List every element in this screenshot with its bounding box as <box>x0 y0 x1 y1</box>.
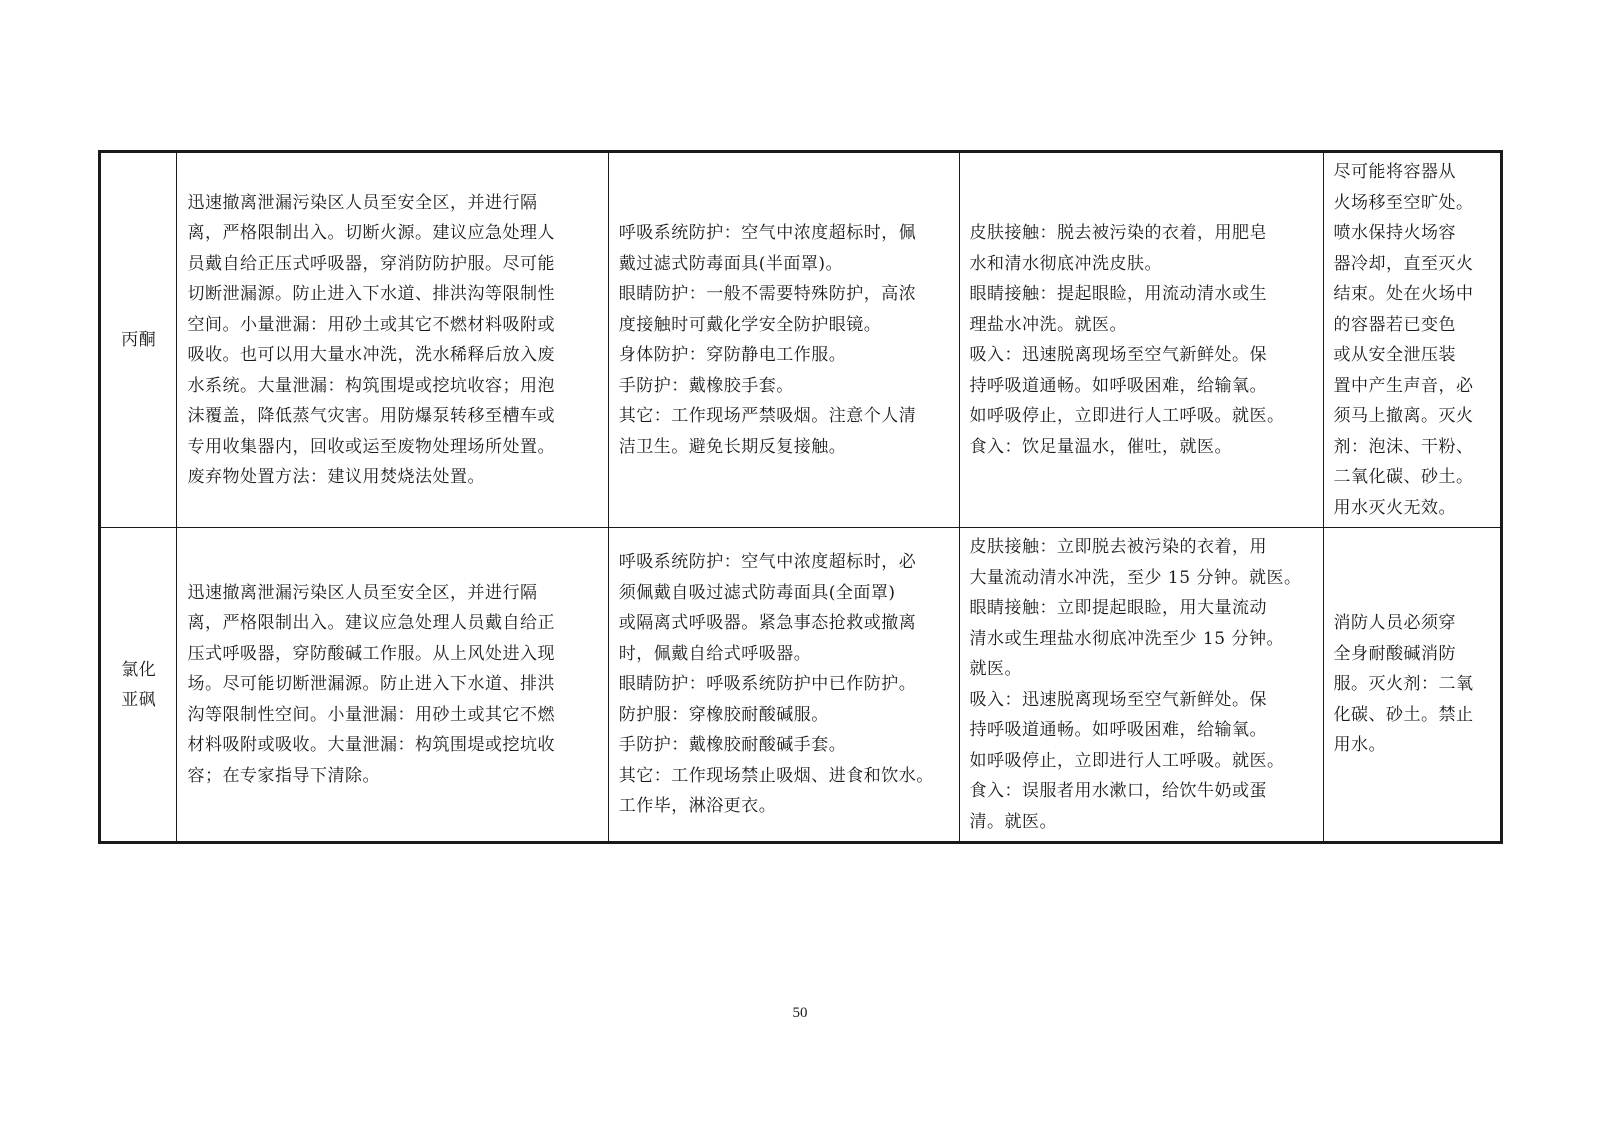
text-line: 须佩戴自吸过滤式防毒面具(全面罩) <box>618 582 896 603</box>
first-aid-cell <box>959 528 1323 843</box>
text-line: 眼睛防护：呼吸系统防护中已作防护。 <box>618 674 917 695</box>
text-line: 时，佩戴自给式呼吸器。 <box>618 643 812 664</box>
text-line: 大量流动清水冲洗，至少 15 分钟。就医。 <box>969 567 1302 588</box>
text-line: 手防护：戴橡胶手套。 <box>618 375 794 396</box>
chemical-name-cell <box>100 152 177 528</box>
text-line: 火场移至空旷处。 <box>1333 192 1474 213</box>
text-line: 吸收。也可以用大量水冲洗，洗水稀释后放入废 <box>187 345 555 365</box>
text-line: 空间。小量泄漏：用砂土或其它不燃材料吸附或 <box>187 314 555 335</box>
text-line: 戴过滤式防毒面具(半面罩)。 <box>618 253 844 274</box>
text-line: 尽可能将容器从 <box>1333 162 1457 182</box>
first-aid-cell <box>959 152 1323 528</box>
table-row <box>100 528 1502 843</box>
protection-cell <box>608 152 959 528</box>
text-line: 呼吸系统防护：空气中浓度超标时，必 <box>618 552 917 573</box>
text-line: 结束。处在火场中 <box>1333 284 1474 304</box>
text-line: 食入：误服者用水漱口，给饮牛奶或蛋 <box>969 781 1268 801</box>
text-line: 员戴自给正压式呼吸器，穿消防防护服。尽可能 <box>187 253 555 274</box>
text-line: 用水灭火无效。 <box>1333 497 1457 518</box>
text-line: 须马上撤离。灭火 <box>1333 406 1474 426</box>
text-line: 手防护：戴橡胶耐酸碱手套。 <box>618 735 847 756</box>
text-line: 沟等限制性空间。小量泄漏：用砂土或其它不燃 <box>187 704 555 725</box>
text-line: 迅速撤离泄漏污染区人员至安全区，并进行隔 <box>187 582 538 603</box>
chemical-name-line: 氯化 <box>121 659 157 680</box>
fire-fighting-cell <box>1323 152 1501 528</box>
text-line: 身体防护：穿防静电工作服。 <box>618 345 847 365</box>
text-line: 材料吸附或吸收。大量泄漏：构筑围堤或挖坑收 <box>187 735 555 756</box>
chemical-name-cell <box>100 528 177 843</box>
text-line: 理盐水冲洗。就医。 <box>969 314 1128 335</box>
text-line: 服。灭火剂：二氧 <box>1333 674 1474 695</box>
text-line: 工作毕，淋浴更衣。 <box>618 796 777 817</box>
text-line: 二氧化碳、砂土。 <box>1333 467 1474 487</box>
text-line: 器冷却，直至灭火 <box>1333 253 1474 274</box>
text-line: 眼睛接触：提起眼睑，用流动清水或生 <box>969 284 1268 304</box>
text-line: 持呼吸道通畅。如呼吸困难，给输氧。 <box>969 720 1268 740</box>
text-line: 或从安全泄压装 <box>1333 345 1457 365</box>
text-line: 用水。 <box>1333 735 1387 756</box>
text-line: 容；在专家指导下清除。 <box>187 765 380 786</box>
text-line: 场。尽可能切断泄漏源。防止进入下水道、排洪 <box>187 674 555 695</box>
text-line: 呼吸系统防护：空气中浓度超标时，佩 <box>618 223 917 243</box>
text-line: 水和清水彻底冲洗皮肤。 <box>969 253 1163 274</box>
text-line: 切断泄漏源。防止进入下水道、排洪沟等限制性 <box>187 284 555 304</box>
leak-response-cell <box>177 152 608 528</box>
table-row <box>100 152 1502 528</box>
text-line: 皮肤接触：脱去被污染的衣着，用肥皂 <box>969 223 1268 243</box>
fire-fighting-cell <box>1323 528 1501 843</box>
text-line: 防护服：穿橡胶耐酸碱服。 <box>618 704 829 725</box>
text-line: 吸入：迅速脱离现场至空气新鲜处。保 <box>969 689 1268 710</box>
text-line: 消防人员必须穿 <box>1333 613 1457 634</box>
text-line: 其它：工作现场禁止吸烟、进食和饮水。 <box>618 765 934 786</box>
text-line: 其它：工作现场严禁吸烟。注意个人清 <box>618 406 917 426</box>
text-line: 清。就医。 <box>969 811 1058 832</box>
chemical-name-line: 亚砜 <box>121 689 157 710</box>
text-line: 喷水保持火场容 <box>1333 223 1457 243</box>
text-line: 剂：泡沫、干粉、 <box>1333 436 1474 457</box>
chemical-name-line: 丙酮 <box>121 330 157 350</box>
text-line: 洁卫生。避免长期反复接触。 <box>618 436 847 457</box>
text-line: 皮肤接触：立即脱去被污染的衣着，用 <box>969 537 1268 557</box>
text-line: 全身耐酸碱消防 <box>1333 643 1457 664</box>
text-line: 持呼吸道通畅。如呼吸困难，给输氧。 <box>969 375 1268 396</box>
text-line: 如呼吸停止，立即进行人工呼吸。就医。 <box>969 406 1285 426</box>
text-line: 废弃物处置方法：建议用焚烧法处置。 <box>187 467 485 487</box>
text-line: 的容器若已变色 <box>1333 314 1457 335</box>
text-line: 眼睛接触：立即提起眼睑，用大量流动 <box>969 598 1268 618</box>
text-line: 离，严格限制出入。切断火源。建议应急处理人 <box>187 223 555 243</box>
text-line: 水系统。大量泄漏：构筑围堤或挖坑收容；用泡 <box>187 375 555 396</box>
text-line: 清水或生理盐水彻底冲洗至少 15 分钟。 <box>969 628 1284 649</box>
text-line: 或隔离式呼吸器。紧急事态抢救或撤离 <box>618 613 917 634</box>
chemical-emergency-table <box>98 150 1503 844</box>
text-line: 迅速撤离泄漏污染区人员至安全区，并进行隔 <box>187 192 538 213</box>
protection-cell <box>608 528 959 843</box>
text-line: 化碳、砂土。禁止 <box>1333 704 1474 725</box>
text-line: 吸入：迅速脱离现场至空气新鲜处。保 <box>969 345 1268 365</box>
text-line: 如呼吸停止，立即进行人工呼吸。就医。 <box>969 750 1285 771</box>
text-line: 专用收集器内，回收或运至废物处理场所处置。 <box>187 436 555 457</box>
text-line: 离，严格限制出入。建议应急处理人员戴自给正 <box>187 613 555 634</box>
text-line: 眼睛防护：一般不需要特殊防护，高浓 <box>618 284 917 304</box>
page-number: 50 <box>792 1005 808 1021</box>
text-line: 就医。 <box>969 659 1023 679</box>
text-line: 沫覆盖，降低蒸气灾害。用防爆泵转移至槽车或 <box>187 406 555 426</box>
leak-response-cell <box>177 528 608 843</box>
text-line: 度接触时可戴化学安全防护眼镜。 <box>618 314 882 335</box>
text-line: 压式呼吸器，穿防酸碱工作服。从上风处进入现 <box>187 643 555 664</box>
text-line: 食入：饮足量温水，催吐，就医。 <box>969 436 1233 457</box>
text-line: 置中产生声音，必 <box>1333 375 1474 396</box>
